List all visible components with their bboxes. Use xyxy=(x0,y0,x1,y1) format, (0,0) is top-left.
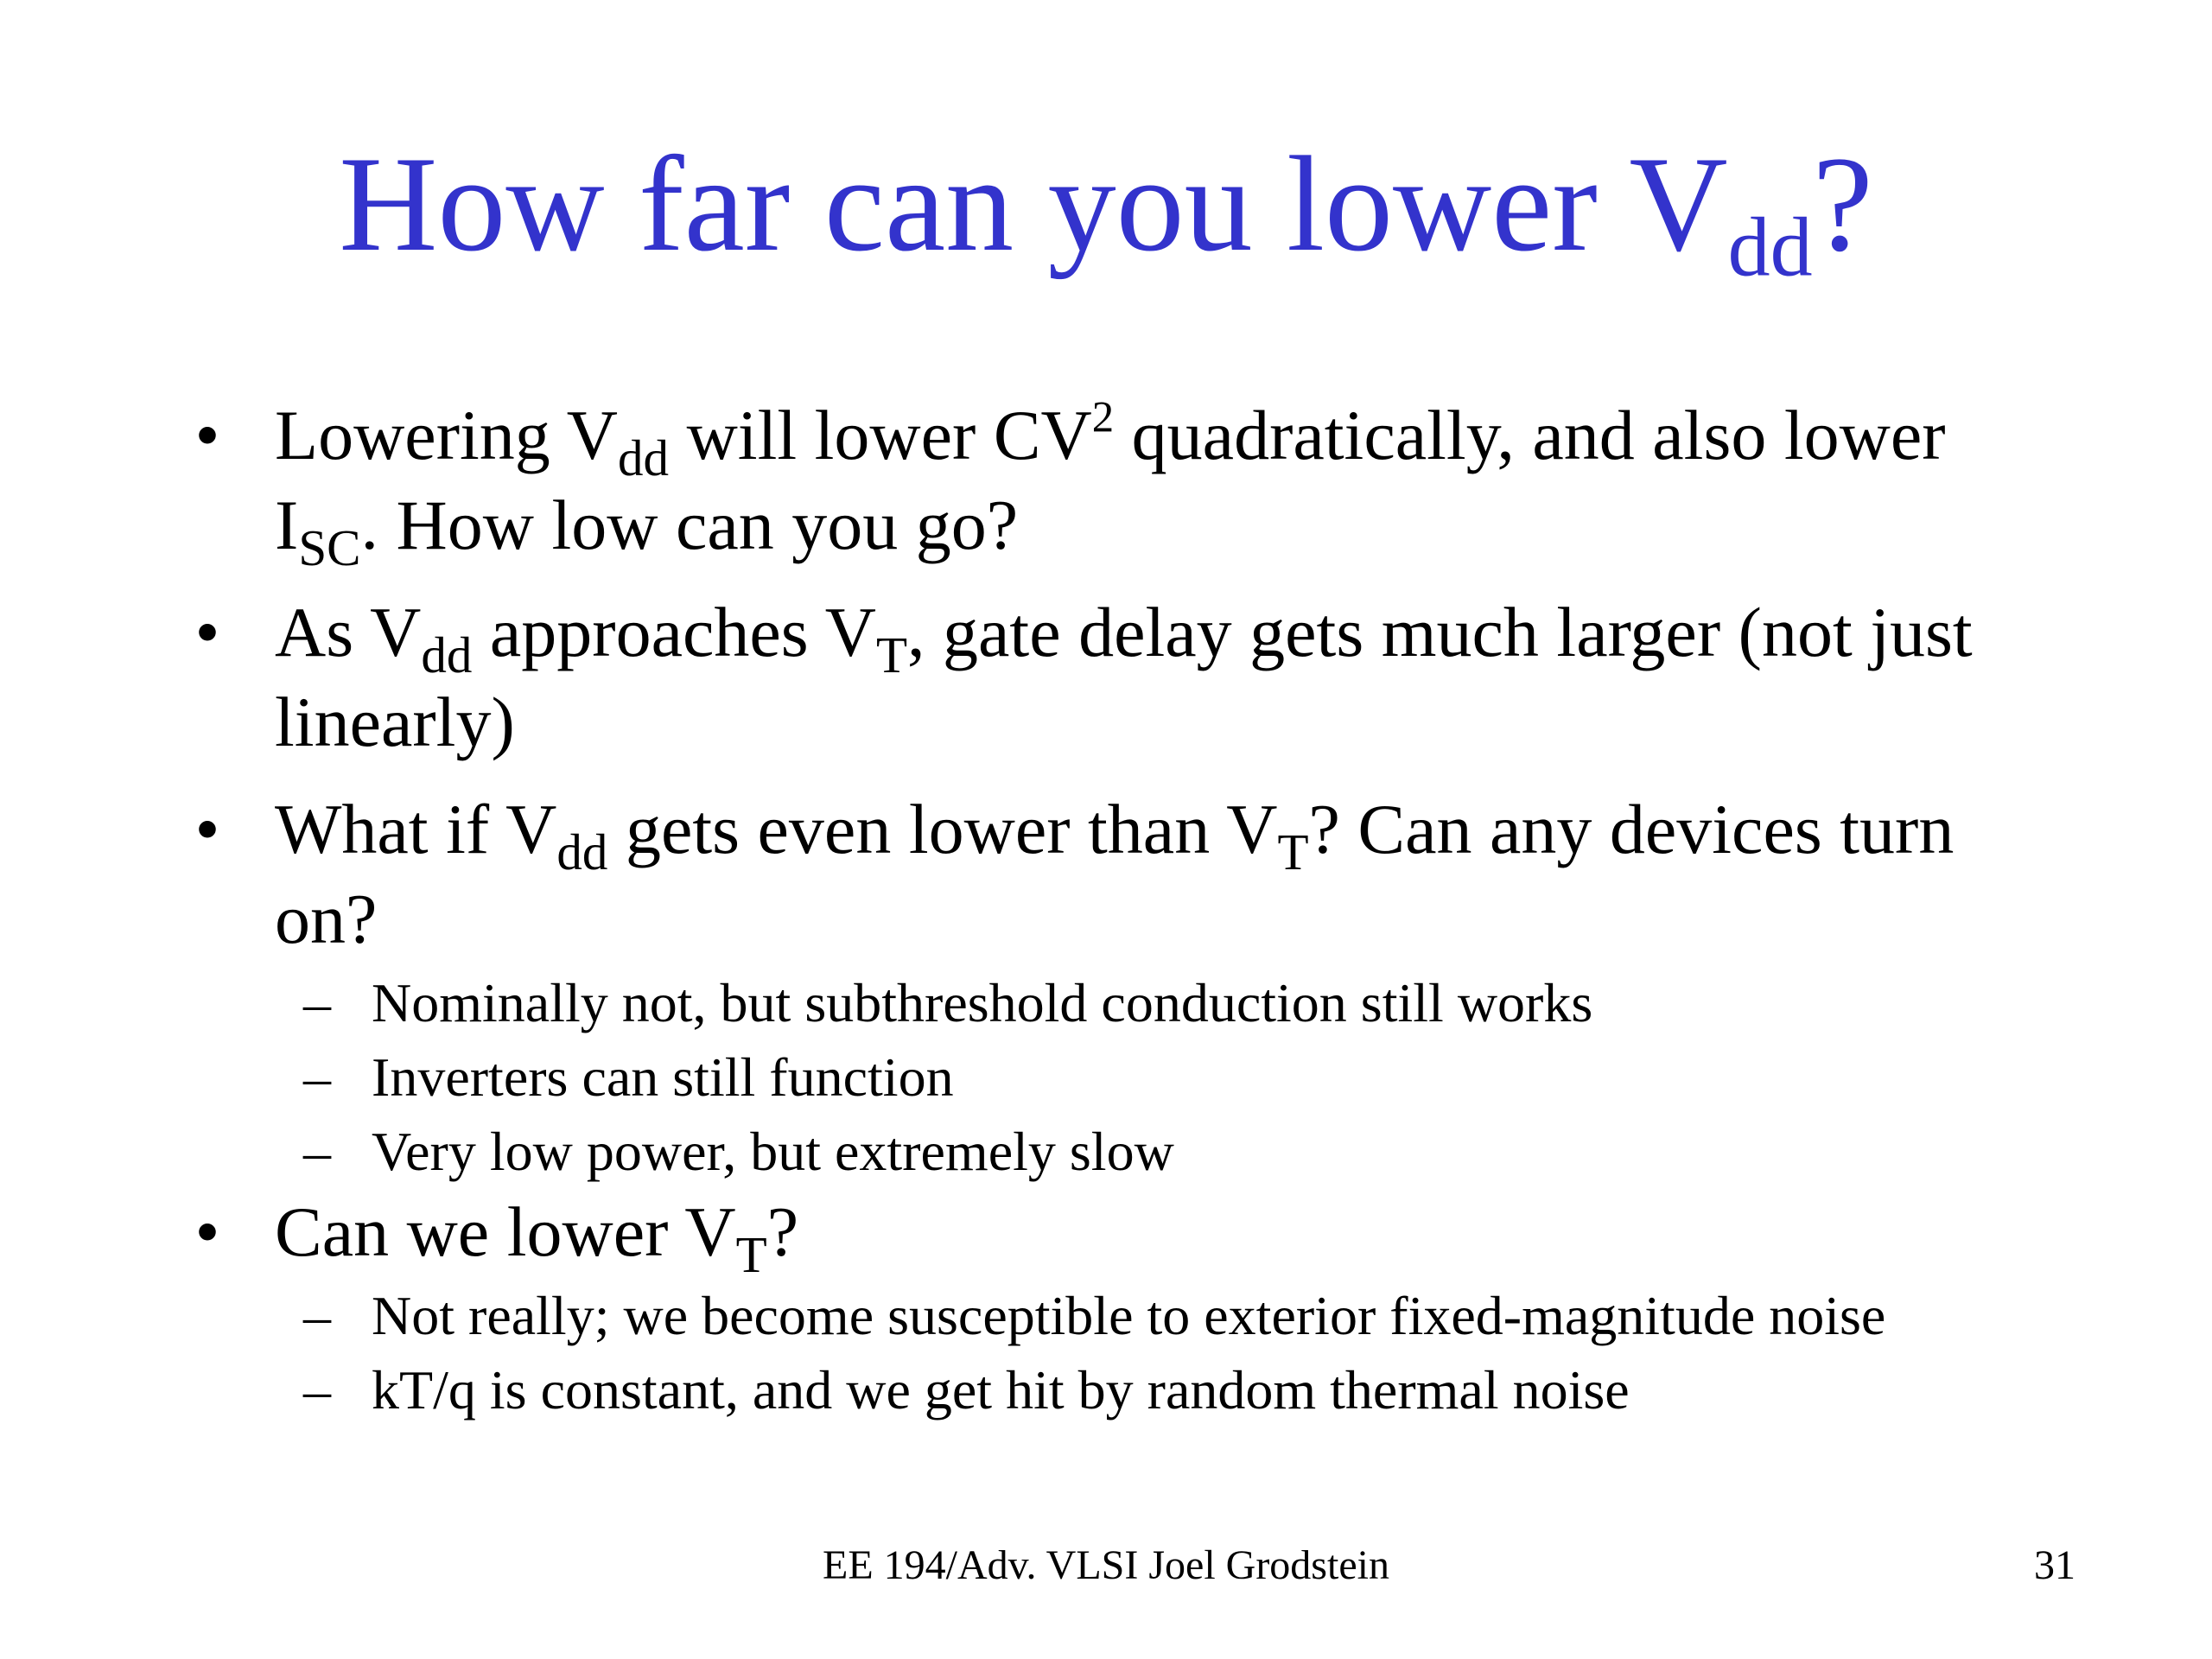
bullet-text: Lowering V xyxy=(275,396,619,474)
bullet-line xyxy=(275,1187,2089,1283)
sub-bullet-text: Inverters can still function xyxy=(372,1046,954,1108)
bullet-text: linearly) xyxy=(275,683,515,761)
bullet-text: gets even lower than V xyxy=(607,790,1278,868)
bullet-item xyxy=(194,588,2089,767)
bullet-superscript: 2 xyxy=(1091,392,1115,442)
sub-bullet-text: Nominally not, but subthreshold conduction still works xyxy=(372,972,1593,1033)
bullet-line xyxy=(275,677,2089,767)
sub-bullet-item xyxy=(303,1115,2143,1189)
bullet-marker: • xyxy=(194,593,220,671)
sub-bullet-text: kT/q is constant, and we get hit by random thermal noise xyxy=(372,1359,1630,1421)
bullet-item xyxy=(194,785,2089,964)
bullet-line xyxy=(275,588,2089,683)
bullet-line xyxy=(275,874,2089,964)
bullet-text: on? xyxy=(275,880,378,958)
bullet-line xyxy=(275,391,2089,486)
sub-bullet-item xyxy=(303,966,2143,1040)
bullet-text: quadratically, and also lower xyxy=(1114,396,1946,474)
bullet-text: Can we lower V xyxy=(275,1192,736,1271)
sub-bullet-item xyxy=(303,1040,2143,1115)
page-number: 31 xyxy=(2034,1542,2075,1588)
title-main: How far can you lower V xyxy=(339,129,1728,280)
bullet-marker: • xyxy=(194,790,220,868)
bullet-line xyxy=(275,480,2089,576)
slide-footer: EE 194/Adv. VLSI Joel Grodstein xyxy=(823,1542,1389,1588)
sub-bullet-item xyxy=(303,1279,2143,1353)
bullet-marker: • xyxy=(194,396,220,474)
bullet-text: will lower CV xyxy=(669,396,1092,474)
title-after: ? xyxy=(1812,129,1873,280)
bullet-item xyxy=(194,1187,2089,1283)
bullet-subscript: T xyxy=(1277,823,1309,880)
bullet-text: I xyxy=(275,486,299,564)
bullet-subscript: SC xyxy=(298,518,361,576)
bullet-text: , gate delay gets much larger (not just xyxy=(907,593,1973,671)
bullet-line xyxy=(275,785,2089,880)
bullet-subscript: dd xyxy=(556,823,608,880)
bullet-marker: • xyxy=(194,1192,220,1271)
title-subscript: dd xyxy=(1727,200,1813,295)
sub-bullet-text: Very low power, but extremely slow xyxy=(372,1121,1174,1182)
bullet-subscript: dd xyxy=(618,429,670,486)
bullet-text: approaches V xyxy=(472,593,876,671)
sub-bullet-text: Not really; we become susceptible to exterior fixed-magnitude noise xyxy=(372,1285,1886,1346)
dash-marker: – xyxy=(303,1046,331,1108)
dash-marker: – xyxy=(303,1285,331,1346)
bullet-text: ? xyxy=(766,1192,799,1271)
bullet-text: As V xyxy=(275,593,422,671)
sub-bullet-item xyxy=(303,1353,2143,1427)
bullet-text: . How low can you go? xyxy=(360,486,1019,564)
dash-marker: – xyxy=(303,972,331,1033)
bullet-subscript: T xyxy=(735,1225,767,1283)
bullet-text: ? Can any devices turn xyxy=(1308,790,1955,868)
bullet-subscript: T xyxy=(875,626,908,683)
bullet-item xyxy=(194,391,2089,576)
bullet-subscript: dd xyxy=(421,626,473,683)
bullet-text: What if V xyxy=(275,790,557,868)
dash-marker: – xyxy=(303,1121,331,1182)
dash-marker: – xyxy=(303,1359,331,1421)
